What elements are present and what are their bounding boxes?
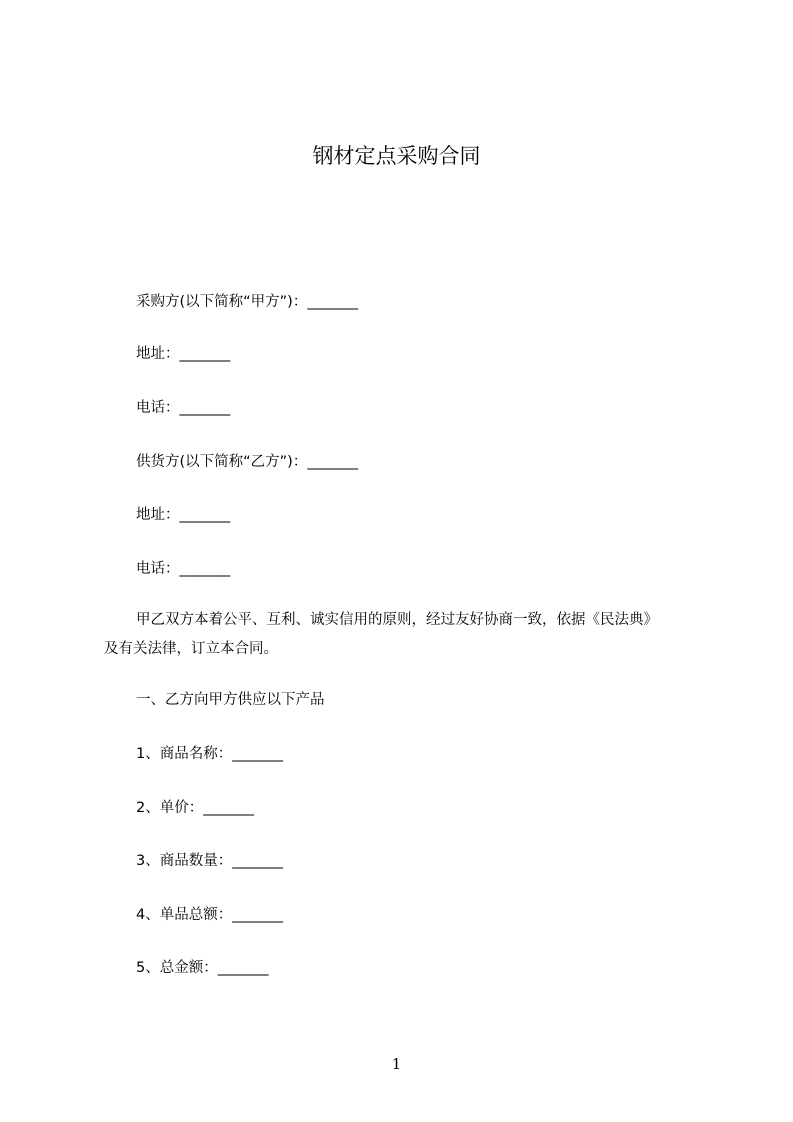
- item-single-total: 4、单品总额：_______: [136, 907, 283, 923]
- document-title: 钢材定点采购合同: [312, 144, 481, 168]
- buyer-address-line: 地址：_______: [136, 346, 231, 362]
- page-number: 1: [391, 1055, 402, 1073]
- item-product-name: 1、商品名称：_______: [136, 746, 283, 762]
- intro-line-2: 及有关法律，订立本合同。: [104, 641, 278, 657]
- supplier-phone-line: 电话：_______: [136, 561, 231, 577]
- supplier-address-line: 地址：_______: [136, 507, 231, 523]
- buyer-phone-line: 电话：_______: [136, 400, 231, 416]
- item-grand-total: 5、总金额：_______: [136, 960, 269, 976]
- item-quantity: 3、商品数量：_______: [136, 853, 283, 869]
- item-unit-price: 2、单价：_______: [136, 800, 254, 816]
- intro-paragraph: [104, 610, 724, 659]
- supplier-name-line: 供货方(以下简称“乙方”)：_______: [136, 454, 359, 470]
- section-heading: 一、乙方向甲方供应以下产品: [136, 692, 325, 708]
- intro-line-1: 甲乙双方本着公平、互利、诚实信用的原则，经过友好协商一致，依据《民法典》: [136, 612, 658, 628]
- buyer-name-line: 采购方(以下简称“甲方”)：_______: [136, 294, 359, 310]
